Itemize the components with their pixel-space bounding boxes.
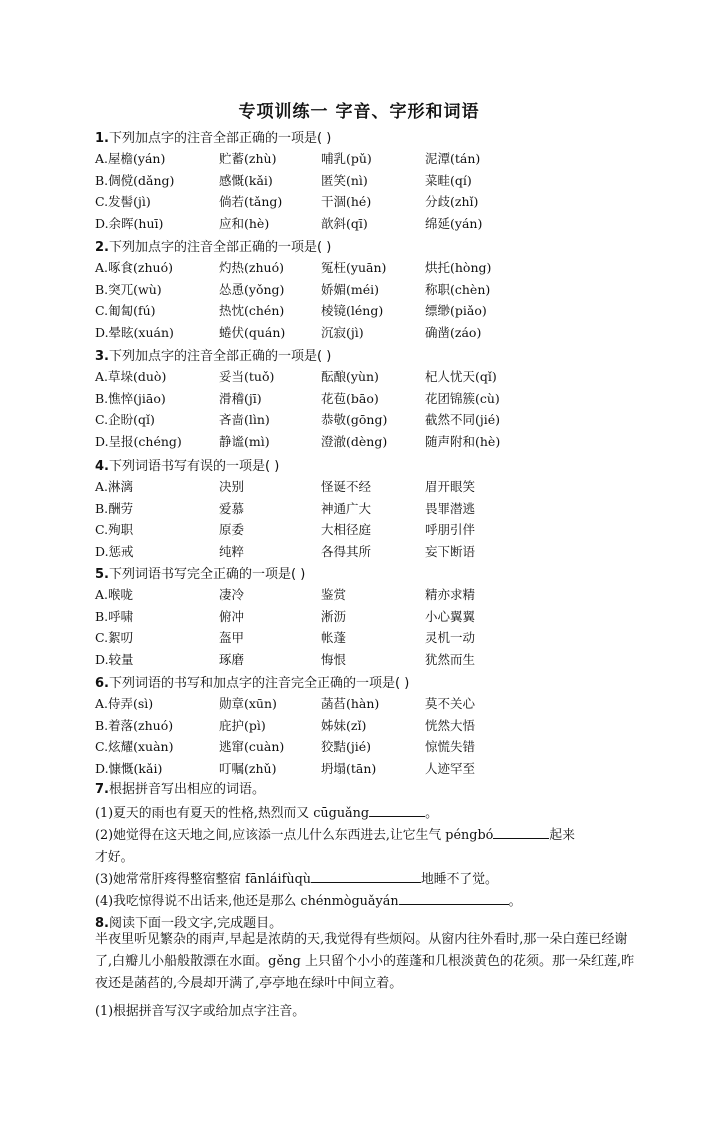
option-cell: D.慷慨(kǎi) [95, 760, 163, 776]
option-cell: 眉开眼笑 [425, 479, 476, 494]
option-cell: 精亦求精 [425, 587, 476, 602]
option-cell: 蜷伏(quán) [219, 324, 286, 340]
option-cell: 小心翼翼 [425, 608, 476, 624]
option-cell: 勋章(xūn) [219, 696, 277, 711]
question-4-stem [95, 455, 279, 474]
option-cell: D.惩戒 [95, 543, 134, 559]
q8-subquestion-1: (1)根据拼音写汉字或给加点字注音。 [95, 1004, 306, 1019]
answer-blank[interactable] [369, 804, 425, 817]
option-cell: 灼热(zhuó) [219, 260, 284, 275]
option-cell: C.企盼(qǐ) [95, 412, 155, 427]
option-cell: 纯粹 [219, 543, 245, 559]
option-cell: 热忱(chén) [219, 303, 285, 318]
option-cell: A.屋檐(yán) [95, 151, 166, 166]
option-cell: 绵延(yán) [425, 215, 483, 231]
option-cell: 狡黠(jié) [321, 739, 372, 754]
option-cell: 怂恿(yǒng) [219, 281, 285, 297]
option-cell: 泥潭(tán) [425, 151, 481, 166]
option-cell: B.着落(zhuó) [95, 717, 174, 733]
option-row-a[interactable] [95, 149, 655, 169]
option-cell: 确凿(záo) [425, 324, 482, 340]
option-cell: A.淋漓 [95, 479, 134, 494]
option-cell: A.喉咙 [95, 587, 134, 602]
option-row-c[interactable] [95, 410, 655, 430]
option-row-d[interactable] [95, 650, 655, 670]
option-row-d[interactable] [95, 542, 655, 562]
answer-blank[interactable] [399, 892, 509, 905]
option-row-b[interactable] [95, 389, 655, 409]
option-cell: 冤枉(yuān) [321, 260, 387, 275]
reading-passage: 半夜里听见繁杂的雨声,早起是浓荫的天,我觉得有些烦闷。从窗内往外看时,那一朵白莲已经谢了,白瓣儿小船般散漂在水面。gěng 上只留个小小的莲蓬和几根淡黄色的花须。那一朵红莲,昨夜还是菡萏的,今晨却开满了,亭亭地在绿叶中间立着。 [95, 932, 635, 991]
option-cell: A.啄食(zhuó) [95, 260, 173, 275]
option-cell: 莫不关心 [425, 696, 476, 711]
question-number: 5. [95, 567, 109, 582]
option-cell: 滑稽(jī) [219, 390, 262, 406]
option-cell: 澄澈(dèng) [321, 433, 388, 449]
option-cell: 棱镜(léng) [321, 303, 384, 318]
q7-item-2: (2)她觉得在这天地之间,应该添一点儿什么东西进去,让它生气 péngbó 起来 [95, 828, 575, 843]
question-1-stem [95, 127, 331, 146]
option-cell: B.酬劳 [95, 500, 134, 516]
option-cell: 各得其所 [321, 543, 372, 559]
option-row-b[interactable] [95, 499, 655, 519]
option-cell: 妄下断语 [425, 543, 476, 559]
option-cell: 妥当(tuǒ) [219, 369, 275, 384]
option-cell: C.絮叨 [95, 630, 134, 645]
option-cell: 贮蓄(zhù) [219, 151, 277, 166]
option-cell: B.突兀(wù) [95, 281, 162, 297]
question-number: 6. [95, 676, 109, 691]
option-cell: 坍塌(tān) [321, 760, 377, 776]
option-cell: B.倜傥(dǎng) [95, 172, 175, 188]
option-cell: 俯冲 [219, 608, 245, 624]
question-stem-text: 下列词语书写完全正确的一项是( ) [108, 567, 306, 582]
option-cell: 畏罪潜逃 [425, 500, 476, 516]
option-cell: A.草垛(duò) [95, 369, 167, 384]
option-cell: 花团锦簇(cù) [425, 390, 500, 406]
answer-blank[interactable] [493, 826, 549, 839]
option-cell: 匿笑(nì) [321, 172, 368, 188]
option-cell: D.晕眩(xuán) [95, 324, 174, 340]
option-cell: 倘若(tǎng) [219, 194, 283, 209]
option-cell: 静谧(mì) [219, 433, 270, 449]
option-cell: 恭敬(gōng) [321, 412, 388, 427]
option-cell: 庇护(pì) [219, 717, 266, 733]
option-cell: 鉴赏 [321, 587, 347, 602]
question-number: 8. [95, 916, 109, 931]
option-cell: D.较量 [95, 651, 134, 667]
option-cell: 杞人忧天(qǐ) [425, 369, 497, 384]
question-6-stem [95, 672, 409, 691]
option-cell: 花苞(bāo) [321, 390, 379, 406]
option-row-d[interactable] [95, 214, 655, 234]
option-cell: 应和(hè) [219, 215, 270, 231]
option-cell: 分歧(zhǐ) [425, 194, 479, 209]
option-row-b[interactable] [95, 171, 655, 191]
option-cell: 缥缈(piǎo) [425, 303, 487, 318]
q7-item-4: (4)我吃惊得说不出话来,他还是那么 chénmòguǎyán 。 [95, 894, 522, 909]
question-stem-text: 下列加点字的注音全部正确的一项是( ) [108, 349, 332, 364]
option-row-a[interactable] [95, 258, 655, 278]
q7-item-3: (3)她常常肝疼得整宿整宿 fānláifùqù 地睡不了觉。 [95, 872, 498, 887]
question-stem-text: 根据拼音写出相应的词语。 [108, 782, 265, 797]
option-cell: D.余晖(huī) [95, 215, 164, 231]
option-cell: C.匍匐(fú) [95, 303, 156, 318]
option-row-c[interactable] [95, 628, 655, 648]
question-stem-text: 下列词语书写有误的一项是( ) [108, 459, 280, 474]
option-cell: 逃窜(cuàn) [219, 739, 285, 754]
option-cell: 灵机一动 [425, 630, 476, 645]
question-number: 7. [95, 782, 109, 797]
question-number: 4. [95, 459, 109, 474]
option-cell: D.呈报(chéng) [95, 433, 182, 449]
option-cell: 盔甲 [219, 630, 245, 645]
option-row-a[interactable] [95, 694, 655, 714]
option-cell: 大相径庭 [321, 522, 372, 537]
option-cell: 随声附和(hè) [425, 433, 501, 449]
question-stem-text: 阅读下面一段文字,完成题目。 [108, 916, 283, 931]
option-row-c[interactable] [95, 301, 655, 321]
question-stem-text: 下列加点字的注音全部正确的一项是( ) [108, 131, 332, 146]
option-cell: 人迹罕至 [425, 760, 476, 776]
option-cell: 娇媚(méi) [321, 281, 380, 297]
option-cell: A.侍弄(sì) [95, 696, 154, 711]
option-cell: 烘托(hòng) [425, 260, 492, 275]
option-row-c[interactable] [95, 192, 655, 212]
question-number: 1. [95, 131, 109, 146]
question-3-stem [95, 345, 331, 364]
option-row-d[interactable] [95, 432, 655, 452]
option-cell: 姊妹(zǐ) [321, 717, 367, 733]
option-row-c[interactable] [95, 737, 655, 757]
option-cell: 称职(chèn) [425, 281, 491, 297]
option-cell: 犹然而生 [425, 651, 476, 667]
question-number: 2. [95, 240, 109, 255]
option-cell: 截然不同(jié) [425, 412, 501, 427]
option-cell: 淅沥 [321, 608, 347, 624]
option-cell: C.炫耀(xuàn) [95, 739, 174, 754]
option-cell: 神通广大 [321, 500, 372, 516]
option-cell: 吝啬(lìn) [219, 412, 270, 427]
option-row-d[interactable] [95, 759, 655, 779]
option-cell: 沉寂(jì) [321, 324, 364, 340]
page-title: 专项训练一 字音、字形和词语 [238, 102, 480, 122]
option-cell: C.发髻(jì) [95, 194, 151, 209]
option-cell: 怪诞不经 [321, 479, 372, 494]
question-number: 3. [95, 349, 109, 364]
option-row-a[interactable] [95, 477, 655, 497]
option-cell: 凄冷 [219, 587, 245, 602]
option-row-b[interactable] [95, 716, 655, 736]
option-row-b[interactable] [95, 280, 655, 300]
answer-blank[interactable] [311, 870, 421, 883]
option-cell: 爱慕 [219, 500, 245, 516]
question-stem-text: 下列词语的书写和加点字的注音完全正确的一项是( ) [108, 676, 410, 691]
option-cell: 菜畦(qí) [425, 172, 472, 188]
question-stem-text: 下列加点字的注音全部正确的一项是( ) [108, 240, 332, 255]
option-cell: 琢磨 [219, 651, 245, 667]
option-row-a[interactable] [95, 585, 655, 605]
q7-item-1: (1)夏天的雨也有夏天的性格,热烈而又 cūguǎng 。 [95, 806, 438, 821]
option-row-d[interactable] [95, 323, 655, 343]
question-2-stem [95, 236, 331, 255]
option-cell: 叮嘱(zhǔ) [219, 760, 277, 776]
option-cell: B.呼啸 [95, 608, 134, 624]
option-row-c[interactable] [95, 520, 655, 540]
option-cell: 干涸(hé) [321, 194, 372, 209]
option-cell: 悔恨 [321, 651, 347, 667]
q7-item-2-cont: 才好。 [95, 850, 134, 865]
option-cell: 酝酿(yùn) [321, 369, 379, 384]
option-cell: 惊慌失错 [425, 739, 476, 754]
option-cell: 呼朋引伴 [425, 522, 476, 537]
option-cell: 歆斜(qī) [321, 215, 368, 231]
option-cell: B.憔悴(jiāo) [95, 390, 166, 406]
option-cell: 哺乳(pǔ) [321, 151, 372, 166]
option-row-b[interactable] [95, 607, 655, 627]
question-5-stem [95, 563, 305, 582]
option-cell: C.殉职 [95, 522, 134, 537]
option-row-a[interactable] [95, 367, 655, 387]
option-cell: 恍然大悟 [425, 717, 476, 733]
option-cell: 帐蓬 [321, 630, 347, 645]
question-7-stem [95, 778, 265, 797]
option-cell: 感慨(kǎi) [219, 172, 273, 188]
option-cell: 决别 [219, 479, 245, 494]
option-cell: 原委 [219, 522, 245, 537]
option-cell: 菡萏(hàn) [321, 696, 380, 711]
